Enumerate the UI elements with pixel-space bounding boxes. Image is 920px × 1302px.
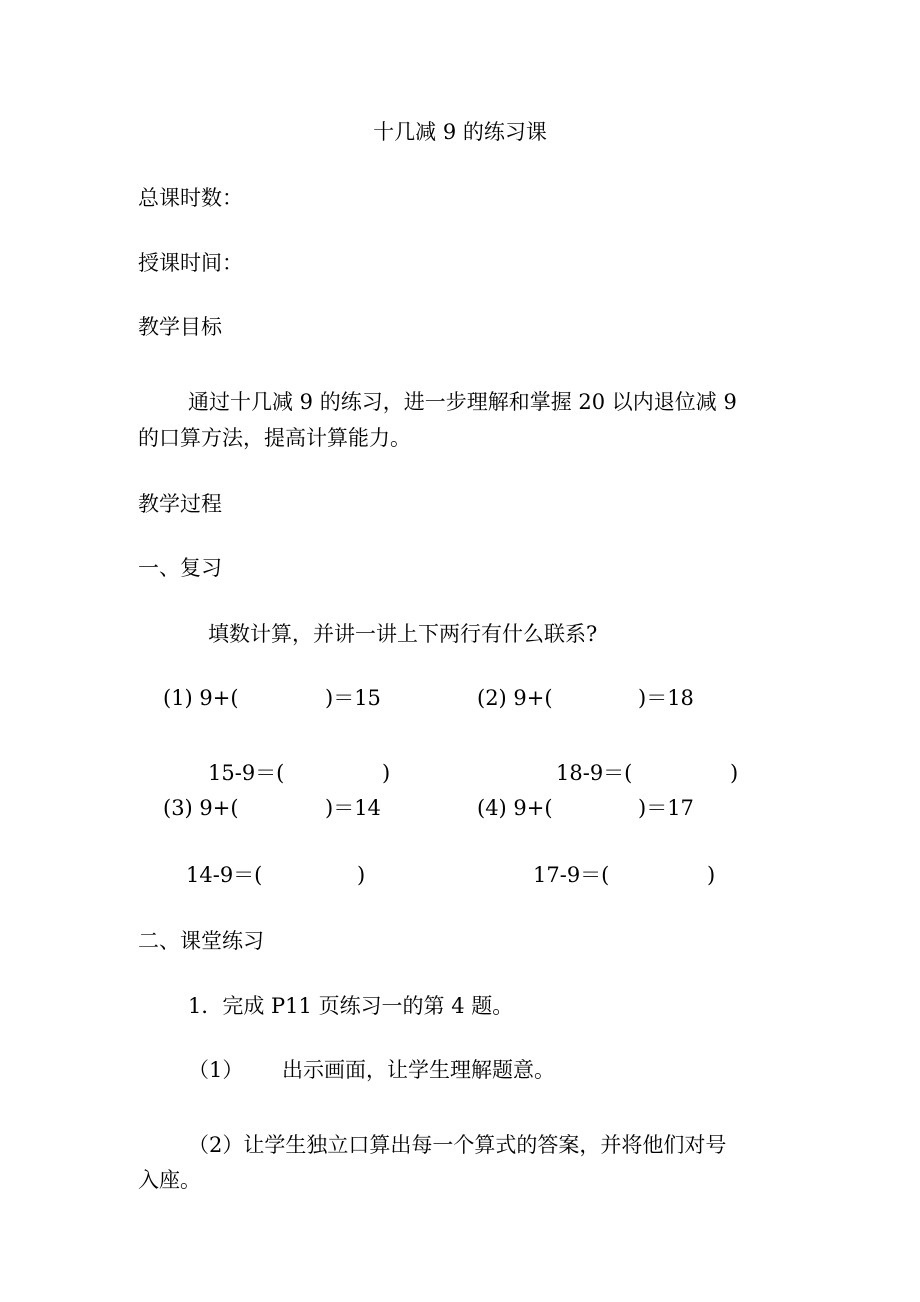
exercise-4-right: )＝17	[638, 796, 694, 820]
section1-heading: 一、复习	[138, 556, 222, 580]
teach-time-label: 授课时间：	[138, 251, 243, 275]
exercise-1-left: (1) 9+(	[163, 686, 239, 710]
practice-item-1: 1．完成 P11 页练习一的第 4 题。	[188, 994, 514, 1018]
exercise-2-check-right: )	[730, 761, 739, 785]
exercise-1-check-right: )	[382, 761, 391, 785]
process-heading: 教学过程	[138, 492, 222, 516]
practice-item-1-sub1-number: （1）	[188, 1058, 244, 1082]
objectives-heading: 教学目标	[138, 315, 222, 339]
exercise-3-check-right: )	[357, 863, 366, 887]
section2-heading: 二、课堂练习	[138, 929, 264, 953]
section1-instruction: 填数计算，并讲一讲上下两行有什么联系?	[208, 622, 598, 646]
exercise-3-check-left: 14-9＝(	[186, 863, 263, 887]
objectives-text-line-2: 的口算方法，提高计算能力。	[138, 426, 411, 450]
page-title: 十几减 9 的练习课	[373, 120, 547, 144]
exercise-4-check-right: )	[707, 863, 716, 887]
objectives-text-line-1: 通过十几减 9 的练习，进一步理解和掌握 20 以内退位减 9	[188, 390, 737, 414]
exercise-2-left: (2) 9+(	[477, 686, 553, 710]
exercise-4-left: (4) 9+(	[477, 796, 553, 820]
exercise-4-check-left: 17-9＝(	[533, 863, 610, 887]
practice-item-1-sub2-line-1: （2）让学生独立口算出每一个算式的答案，并将他们对号	[188, 1133, 727, 1157]
exercise-3-right: )＝14	[325, 796, 381, 820]
exercise-2-check-left: 18-9＝(	[556, 761, 633, 785]
total-hours-label: 总课时数：	[138, 186, 243, 210]
exercise-1-check-left: 15-9＝(	[208, 761, 285, 785]
practice-item-1-sub1-text: 出示画面，让学生理解题意。	[282, 1058, 555, 1082]
practice-item-1-sub2-line-2: 入座。	[138, 1168, 201, 1192]
exercise-1-right: )＝15	[325, 686, 381, 710]
exercise-3-left: (3) 9+(	[163, 796, 239, 820]
exercise-2-right: )＝18	[638, 686, 694, 710]
